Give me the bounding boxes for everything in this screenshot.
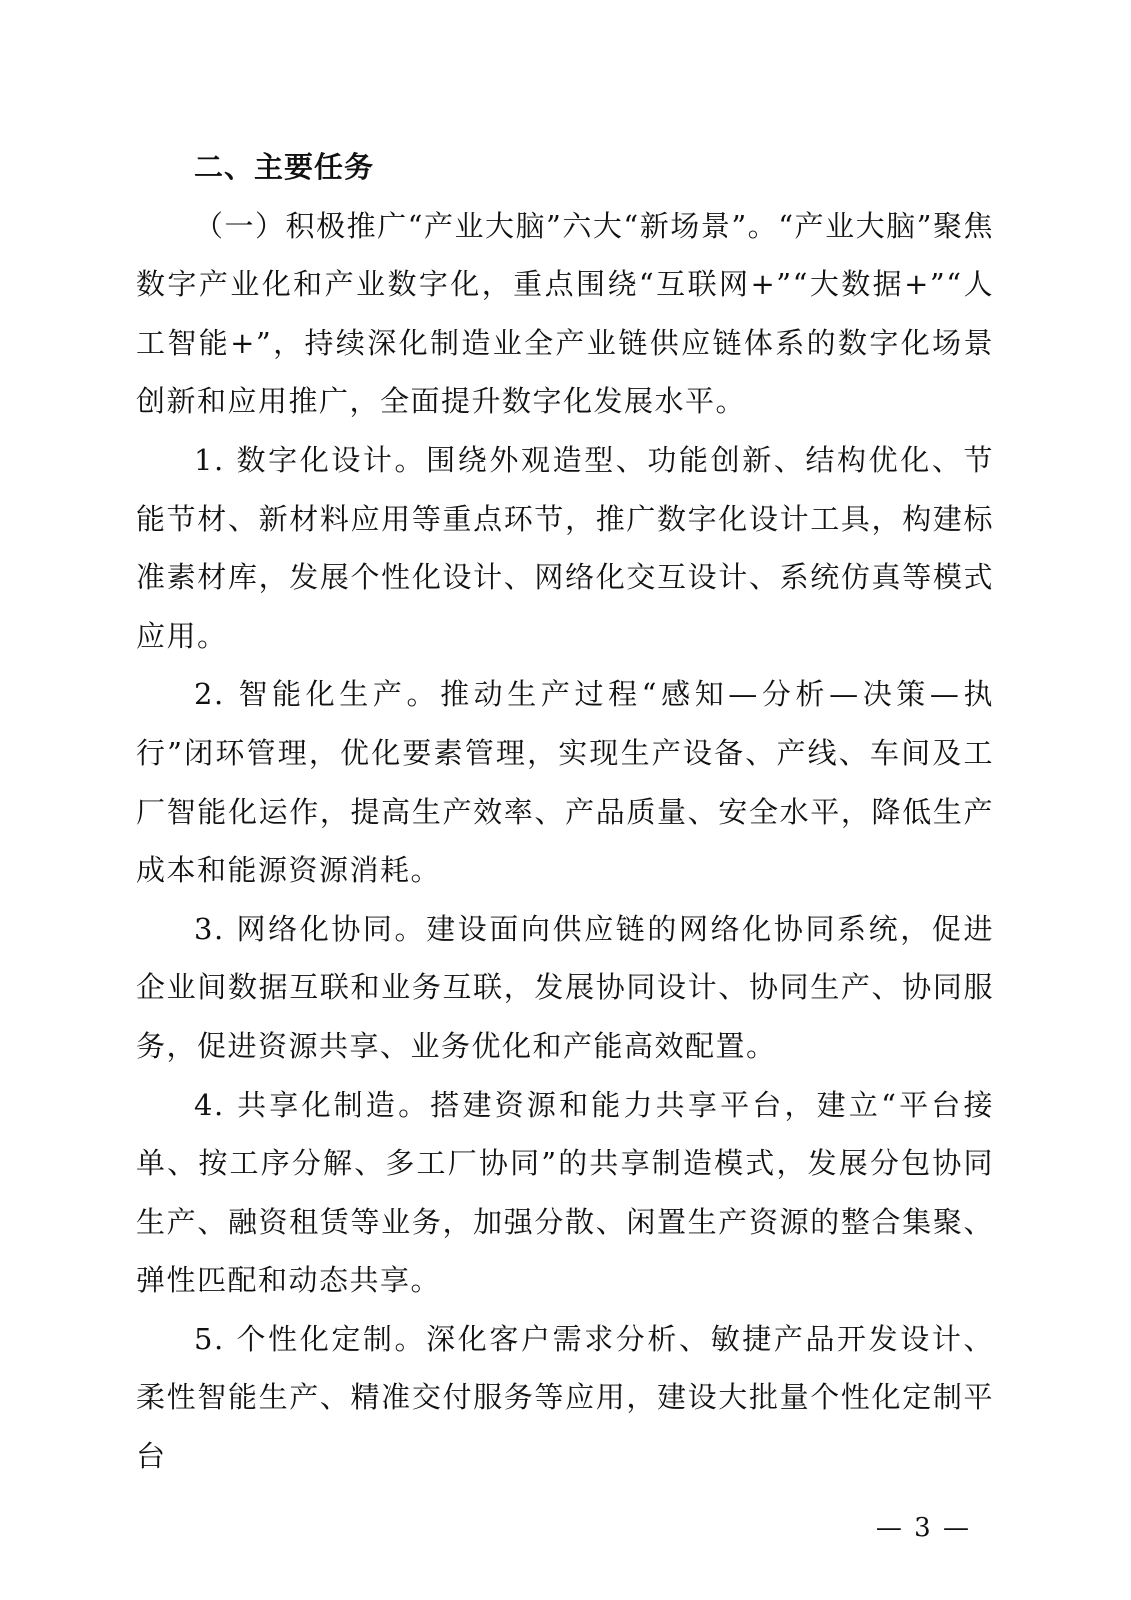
paragraph-smart-production: 2. 智能化生产。推动生产过程“感知—分析—决策—执行”闭环管理，优化要素管理，实现生产设备、产线、车间及工厂智能化运作，提高生产效率、产品质量、安全水平，降低生产成本和能源资源消耗。	[136, 677, 994, 888]
paragraph-network-collaboration: 3. 网络化协同。建设面向供应链的网络化协同系统，促进企业间数据互联和业务互联，发展协同设计、协同生产、协同服务，促进资源共享、业务优化和产能高效配置。	[136, 911, 994, 1063]
page-number: — 3 —	[875, 1513, 971, 1543]
paragraph-intro: （一）积极推广“产业大脑”六大“新场景”。“产业大脑”聚焦数字产业化和产业数字化，重点围绕“互联网+”“大数据+”“人工智能+”，持续深化制造业全产业链供应链体系的数字化场景创新和应用推广，全面提升数字化发展水平。	[136, 208, 994, 419]
paragraph-shared-manufacturing: 4. 共享化制造。搭建资源和能力共享平台，建立“平台接单、按工序分解、多工厂协同”的共享制造模式，发展分包协同生产、融资租赁等业务，加强分散、闲置生产资源的整合集聚、弹性匹配和动态共享。	[136, 1087, 994, 1298]
paragraph-personalized-customization: 5. 个性化定制。深化客户需求分析、敏捷产品开发设计、柔性智能生产、精准交付服务等应用，建设大批量个性化定制平台	[136, 1321, 994, 1474]
document-body	[136, 138, 994, 1486]
paragraph-digital-design: 1. 数字化设计。围绕外观造型、功能创新、结构优化、节能节材、新材料应用等重点环节，推广数字化设计工具，构建标准素材库，发展个性化设计、网络化交互设计、系统仿真等模式应用。	[136, 442, 994, 653]
section-heading: 二、主要任务	[194, 150, 375, 184]
